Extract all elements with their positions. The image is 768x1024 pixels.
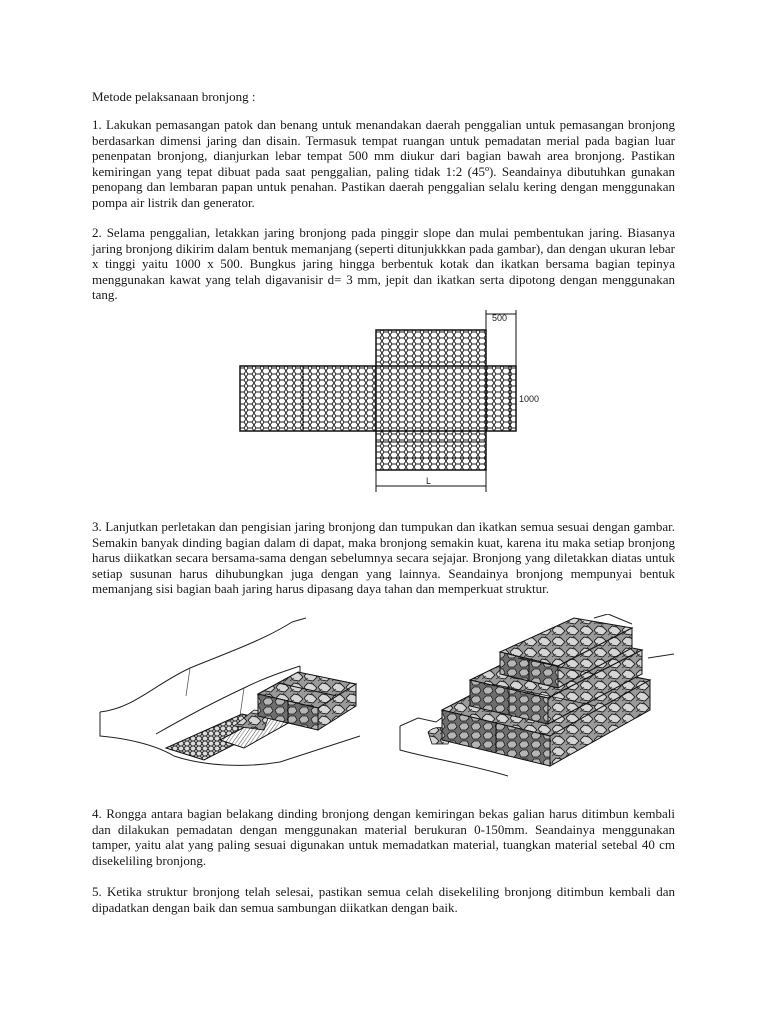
paragraph-4: 4. Rongga antara bagian belakang dinding bronjong dengan kemiringan bekas galian harus ditimbun kembali dan dilakukan pemadatan dengan menggunakan material berukuran 0-150mm. Seandainya menggunakan tamper, yaitu alat yang paling sesuai digunakan untuk memadatkan material, tuangkan material setebal 40 cm disekeliling bronjong.	[92, 806, 675, 868]
paragraph-2: 2. Selama penggalian, letakkan jaring bronjong pada pinggir slope dan mulai pembentukan jaring. Biasanya jaring bronjong dikirim dalam bentuk memanjang (seperti ditunjukkkan pada gambar), dan dengan ukuran lebar x tinggi yaitu 1000 x 500. Bungkus jaring hingga berbentuk kotak dan ikatkan bersama bagian tepinya menggunakan kawat yang telah digavanisir d= 3 mm, jepit dan ikatkan serta dipotong dengan menggunakan tang.	[92, 225, 675, 303]
dim-bottom-label: L	[426, 476, 432, 486]
paragraph-3: 3. Lanjutkan perletakan dan pengisian jaring bronjong dan tumpukan dan ikatkan semua sesuai dengan gambar. Semakin banyak dinding bagian dalam di dapat, maka bronjong semakin kuat, karena itu maka setiap bronjong harus diikatkan secara bersama-sama dengan sebelumnya secara sejajar. Bronjong yang diletakkan diatas untuk setiap susunan harus dihubungkan juga dengan yang lainnya. Seandainya bronjong mempunyai bentuk memanjang sisi bagian baah jaring harus dipasang daya tahan dan memperkuat struktur.	[92, 519, 675, 597]
gabion-stacked-wall-figure	[398, 614, 676, 782]
dim-right-label: 1000	[519, 394, 540, 404]
paragraph-5: 5. Ketika struktur bronjong telah selesai, pastikan semua celah disekeliling bronjong ditimbun kembali dan dipadatkan dengan baik dan semua sambungan diikatkan dengan baik.	[92, 884, 675, 915]
gabion-placement-slope-figure	[94, 616, 368, 774]
dim-top-label: 500	[492, 313, 508, 323]
paragraph-1: 1. Lakukan pemasangan patok dan benang untuk menandakan daerah penggalian untuk pemasangan bronjong berdasarkan dimensi jaring dan disain. Termasuk tempat ruangan untuk pemadatan merial pada bagian luar penenpatan bronjong, dianjurkan lebar tempat 500 mm diukur dari bagian bawah area bronjong. Pastikan kemiringan yang tepat dibuat pada saat penggalian, paling tidak 1:2 (45º). Seandainya dibutuhkan gunakan penopang dan lembaran papan untuk penahan. Pastikan daerah penggalian selalu kering dengan menggunakan pompa air listrik dan generator.	[92, 117, 675, 210]
document-title: Metode pelaksanaan bronjong :	[92, 89, 256, 104]
gabion-net-unfolded-figure	[238, 308, 556, 500]
